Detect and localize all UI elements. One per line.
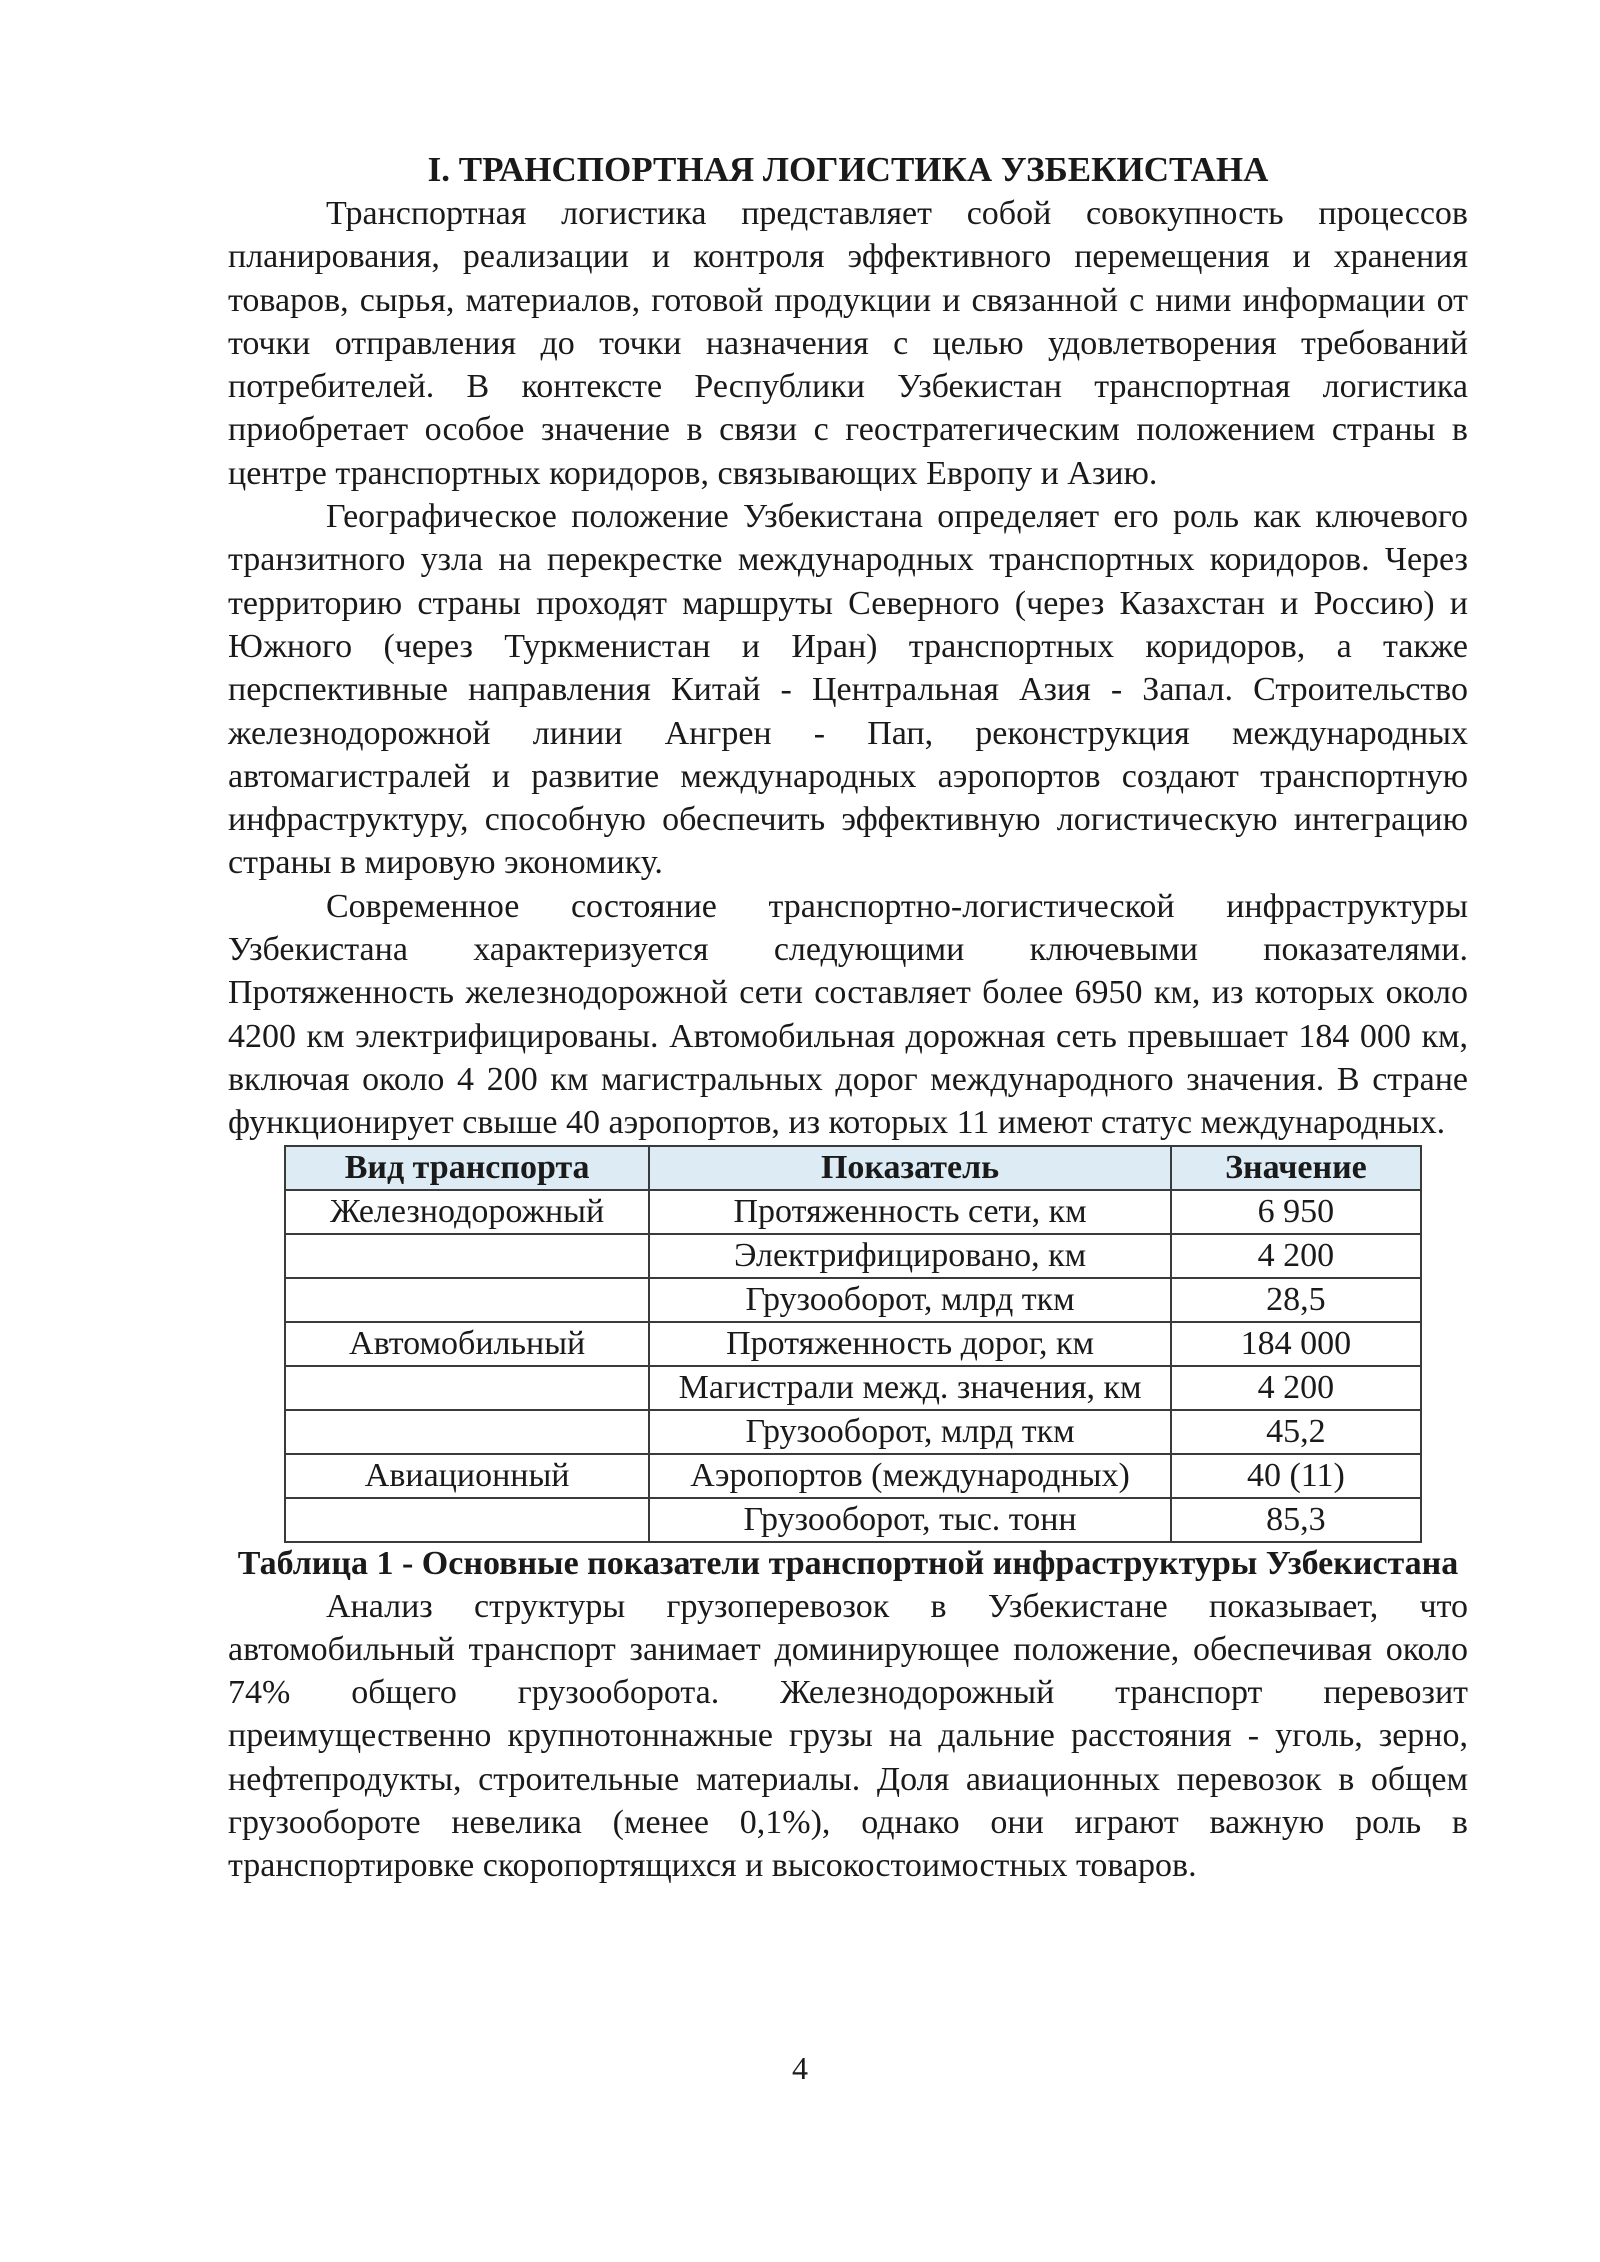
table-row [285,1454,1421,1498]
cell-value: 40 (11) [1171,1454,1421,1498]
header-value: Значение [1171,1146,1421,1190]
cell-transport-type [285,1278,649,1322]
paragraph-definition: Транспортная логистика представляет собой совокупность процессов планирования, реализации и контроля эффективного перемещения и хранения товаров, сырья, материалов, готовой продукции и связанной с ними информации от точки отправления до точки назначения с целью удовлетворения требований потребителей. В контексте Республики Узбекистан транспортная логистика приобретает особое значение в связи с геостратегическим положением страны в центре транспортных коридоров, связывающих Европу и Азию. [228,195,1468,492]
table-row [285,1410,1421,1454]
cell-transport-type: Авиационный [285,1454,649,1498]
cell-indicator: Электрифицировано, км [649,1234,1171,1278]
page-number: 4 [792,2050,808,2086]
cell-value: 184 000 [1171,1322,1421,1366]
table-row [285,1190,1421,1234]
paragraph-analysis: Анализ структуры грузоперевозок в Узбекистане показывает, что автомобильный транспорт занимает доминирующее положение, обеспечивая около 74% общего грузооборота. Железнодорожный транспорт перевозит преимущественно крупнотоннажные грузы на дальние расстояния - уголь, зерно, нефтепродукты, строительные материалы. Доля авиационных перевозок в общем грузообороте невелика (менее 0,1%), однако они играют важную роль в транспортировке скоропортящихся и высокостоимостных товаров. [228,1587,1468,1885]
cell-value: 85,3 [1171,1498,1421,1542]
cell-value: 4 200 [1171,1366,1421,1410]
paragraph-infrastructure: Современное состояние транспортно-логистической инфраструктуры Узбекистана характеризуется следующими ключевыми показателями. Протяженность железнодорожной сети составляет более 6950 км, из которых около 4200 км электрифицированы. Автомобильная дорожная сеть превышает 184 000 км, включая около 4 200 км магистральных дорог международного значения. В стране функционирует свыше 40 аэропортов, из которых 11 имеют статус международных. [228,887,1468,1142]
table-row [285,1278,1421,1322]
cell-transport-type: Железнодорожный [285,1190,649,1234]
infrastructure-table [284,1145,1422,1543]
header-indicator: Показатель [649,1146,1171,1190]
paragraph-geography: Географическое положение Узбекистана определяет его роль как ключевого транзитного узла на перекрестке международных транспортных коридоров. Через территорию страны проходят маршруты Северного (через Казахстан и Россию) и Южного (через Туркменистан и Иран) транспортных коридоров, а также перспективные направления Китай - Центральная Азия - Запал. Строительство железнодорожной линии Ангрен - Пап, реконструкция международных автомагистралей и развитие международных аэропортов создают транспортную инфраструктуру, способную обеспечить эффективную логистическую интеграцию страны в мировую экономику. [228,498,1468,882]
cell-transport-type [285,1498,649,1542]
cell-indicator: Грузооборот, млрд ткм [649,1410,1171,1454]
table-row [285,1322,1421,1366]
cell-transport-type [285,1410,649,1454]
cell-value: 4 200 [1171,1234,1421,1278]
section-title: I. ТРАНСПОРТНАЯ ЛОГИСТИКА УЗБЕКИСТАНА [427,150,1269,189]
cell-value: 28,5 [1171,1278,1421,1322]
cell-indicator: Протяженность дорог, км [649,1322,1171,1366]
cell-value: 6 950 [1171,1190,1421,1234]
table-row [285,1234,1421,1278]
table-row [285,1498,1421,1542]
table-caption: Таблица 1 - Основные показатели транспортной инфраструктуры Узбекистана [237,1544,1459,1582]
table-header-row [285,1146,1421,1190]
cell-indicator: Грузооборот, млрд ткм [649,1278,1171,1322]
cell-value: 45,2 [1171,1410,1421,1454]
cell-indicator: Аэропортов (международных) [649,1454,1171,1498]
cell-indicator: Протяженность сети, км [649,1190,1171,1234]
cell-indicator: Грузооборот, тыс. тонн [649,1498,1171,1542]
cell-indicator: Магистрали межд. значения, км [649,1366,1171,1410]
cell-transport-type: Автомобильный [285,1322,649,1366]
cell-transport-type [285,1234,649,1278]
table-row [285,1366,1421,1410]
cell-transport-type [285,1366,649,1410]
header-transport-type: Вид транспорта [285,1146,649,1190]
